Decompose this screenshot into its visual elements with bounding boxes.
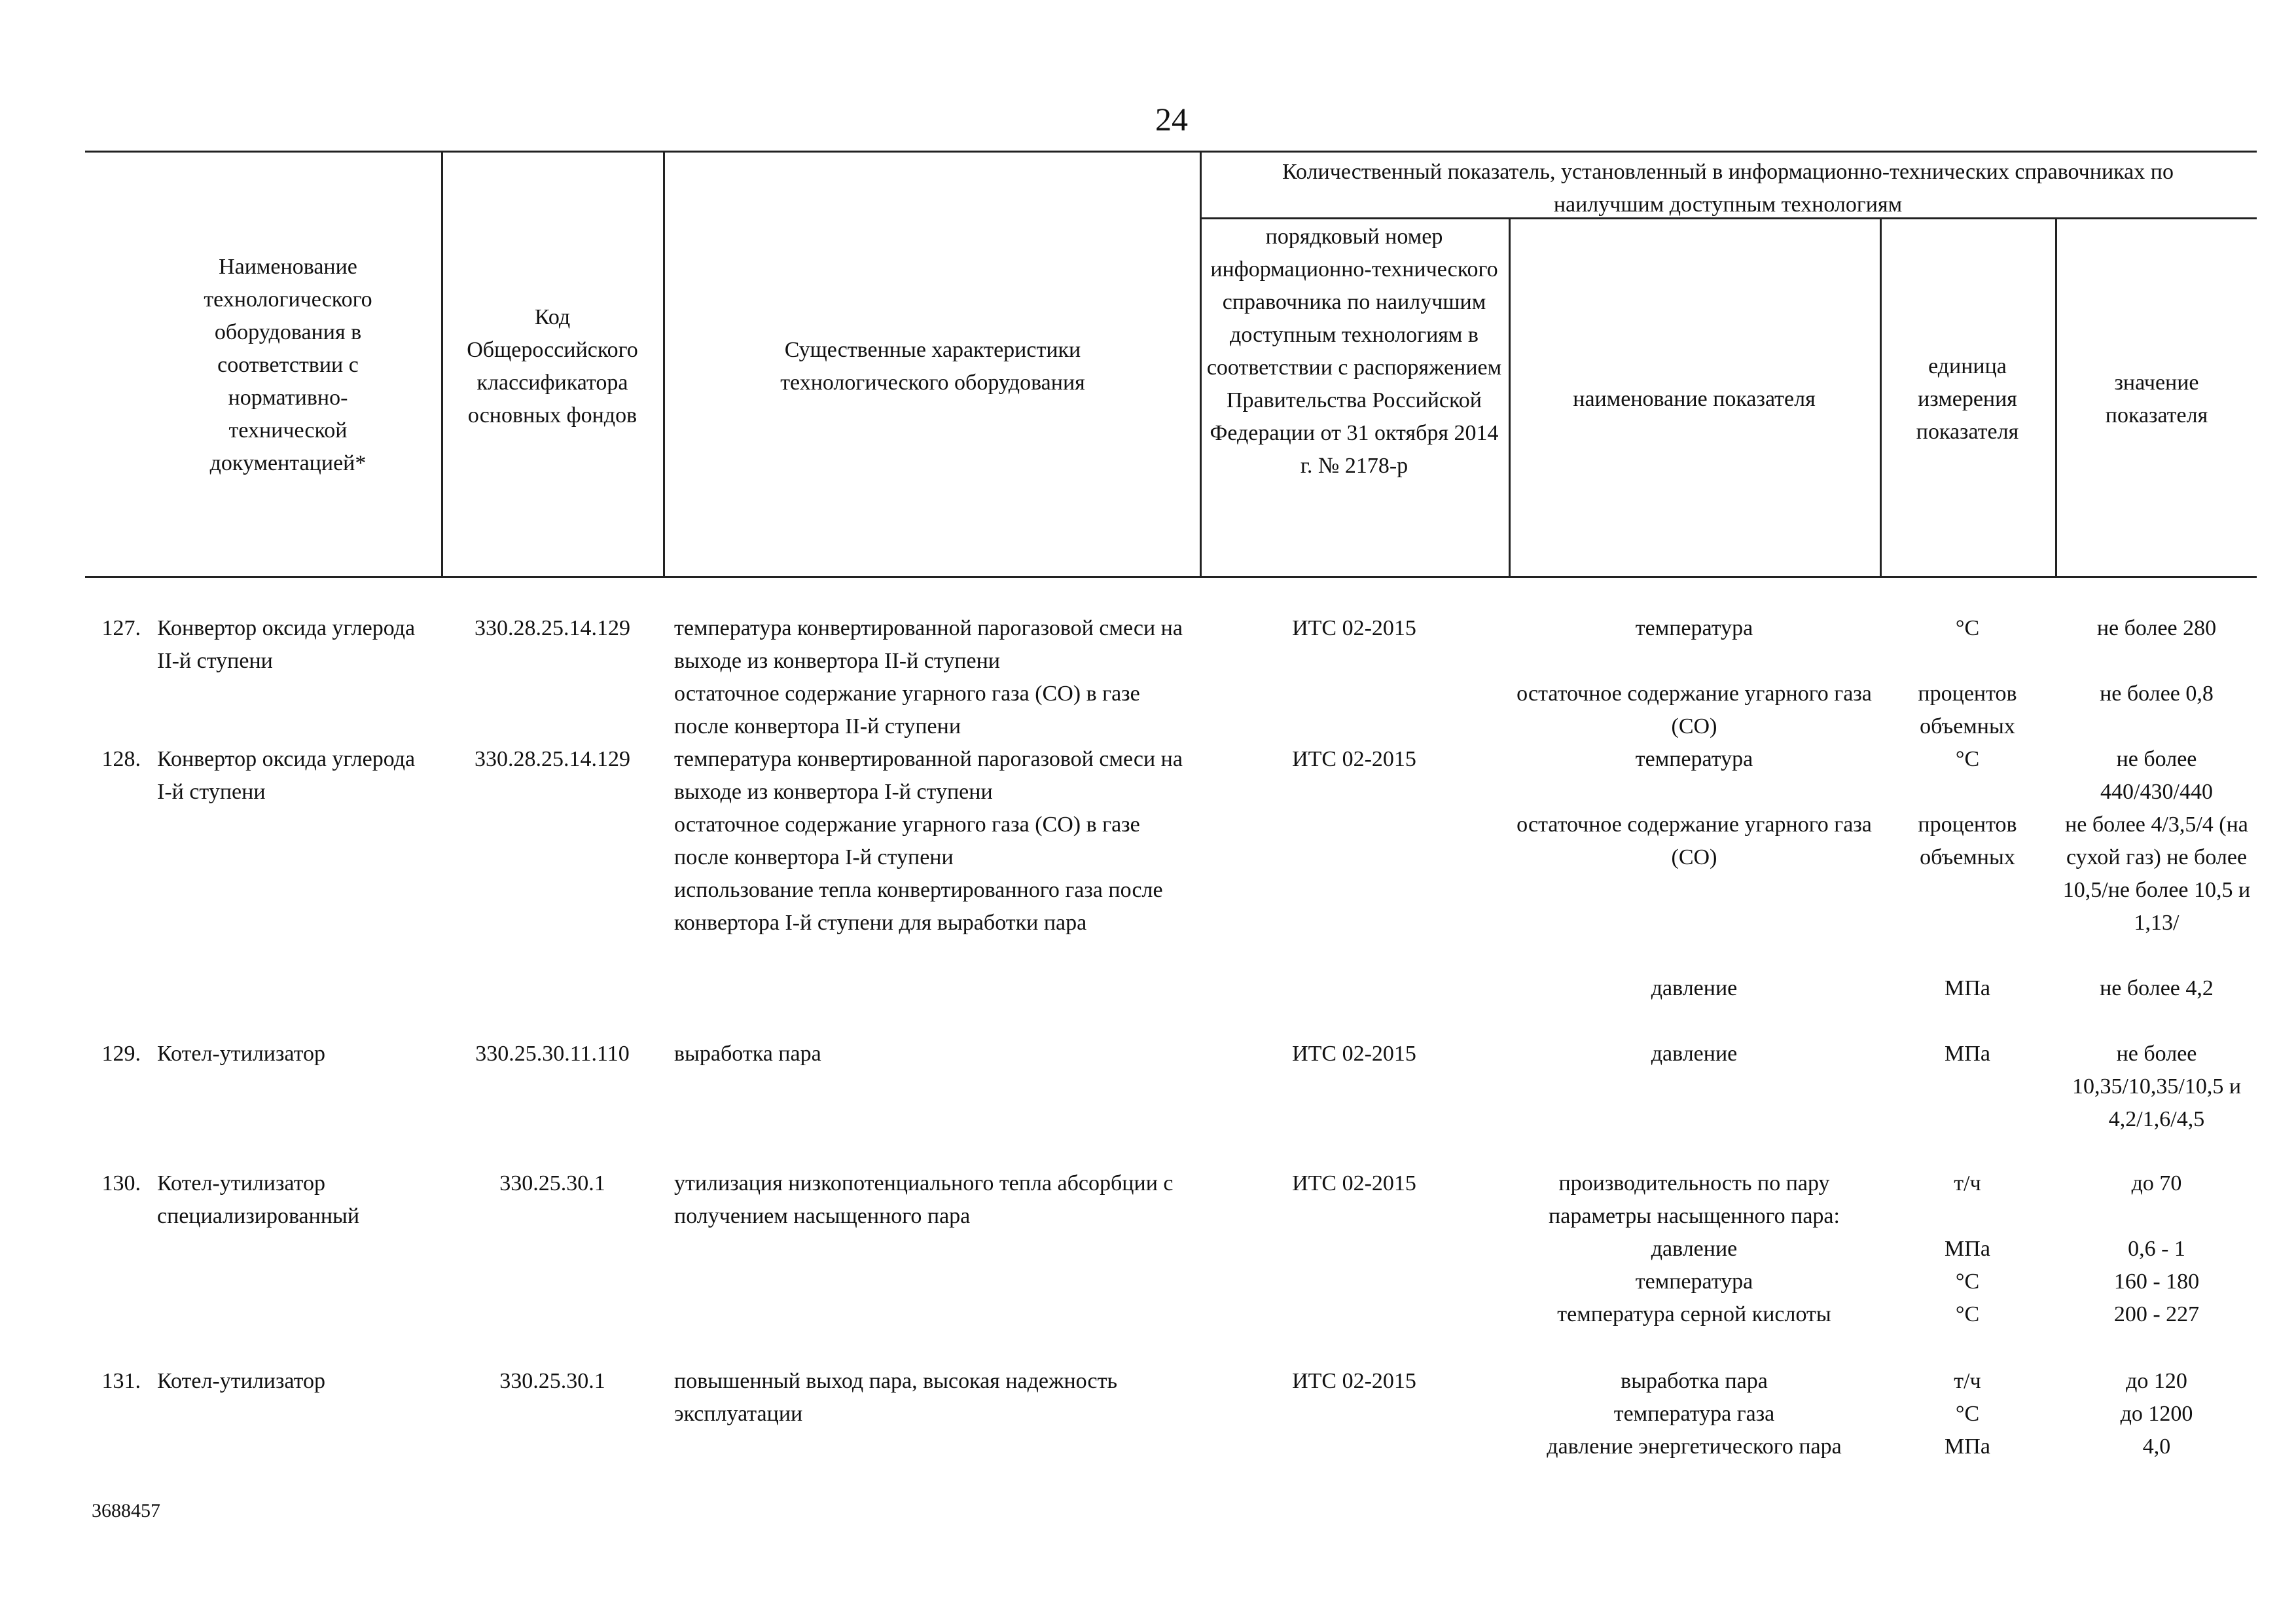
header-unit: единица измерения показателя xyxy=(1916,354,2019,444)
column-divider xyxy=(2055,217,2057,577)
indicator-unit: т/ч xyxy=(1954,1369,1981,1393)
indicator-value: не более 0,8 xyxy=(2100,682,2214,706)
column-divider xyxy=(441,151,443,577)
indicator-group-label: параметры насыщенного пара: xyxy=(1549,1204,1840,1228)
column-divider xyxy=(1509,217,1511,577)
page-number: 24 xyxy=(1155,101,1188,137)
indicator-name: остаточное содержание угарного газа (CO) xyxy=(1516,682,1872,739)
row-number: 127. xyxy=(101,616,141,640)
indicator-value: до 70 xyxy=(2131,1171,2182,1195)
indicator-name: температура xyxy=(1635,1269,1753,1294)
indicator-name: производительность по пару xyxy=(1558,1171,1830,1195)
indicator-name: давление xyxy=(1651,1237,1738,1261)
indicator-unit: °C xyxy=(1955,1269,1980,1294)
okof-code: 330.28.25.14.129 xyxy=(475,616,630,640)
indicator-value: до 1200 xyxy=(2120,1402,2193,1426)
indicator-name: температура xyxy=(1635,747,1753,771)
okof-code: 330.25.30.1 xyxy=(499,1171,605,1195)
characteristic-text: температура конвертированной парогазовой смеси на выходе из конвертора II-й ступени xyxy=(674,616,1183,673)
okof-code: 330.25.30.11.110 xyxy=(475,1042,630,1066)
indicator-name: давление энергетического пара xyxy=(1547,1434,1842,1459)
header-equipment-name: Наименование технологического оборудования в соответствии с нормативно-технической документацией* xyxy=(204,255,372,475)
indicator-value: не более 4/3,5/4 (на сухой газ) не более 10,5/не более 10,5 и 1,13/ xyxy=(2062,812,2251,935)
header-characteristics: Существенные характеристики технологического оборудования xyxy=(780,338,1085,395)
characteristic-text: температура конвертированной парогазовой смеси на выходе из конвертора I-й ступени xyxy=(674,747,1183,804)
header-quantitative-group: Количественный показатель, установленный в информационно-технических справочниках по наилучшим доступным технологиям xyxy=(1282,160,2174,217)
row-number: 129. xyxy=(101,1042,141,1066)
its-reference: ИТС 02-2015 xyxy=(1292,747,1416,771)
its-reference: ИТС 02-2015 xyxy=(1292,1171,1416,1195)
indicator-unit: МПа xyxy=(1945,1237,1990,1261)
indicator-unit: МПа xyxy=(1945,976,1990,1000)
indicator-value: 200 - 227 xyxy=(2113,1302,2200,1326)
characteristic-text: остаточное содержание угарного газа (CO) в газе после конвертора I-й ступени xyxy=(674,812,1140,869)
indicator-value: не более 10,35/10,35/10,5 и 4,2/1,6/4,5 xyxy=(2072,1042,2242,1131)
indicator-name: давление xyxy=(1651,976,1738,1000)
indicator-name: остаточное содержание угарного газа (CO) xyxy=(1516,812,1872,869)
equipment-name: Котел-утилизатор специализированный xyxy=(157,1171,360,1228)
equipment-name: Конвертор оксида углерода I-й ступени xyxy=(157,747,416,804)
indicator-unit: МПа xyxy=(1945,1042,1990,1066)
characteristic-text: выработка пара xyxy=(674,1042,821,1066)
document-code: 3688457 xyxy=(92,1500,160,1522)
okof-code: 330.28.25.14.129 xyxy=(475,747,630,771)
indicator-unit: °C xyxy=(1955,1402,1980,1426)
column-divider xyxy=(663,151,665,577)
header-its-number: порядковый номер информационно-технического справочника по наилучшим доступным технологиям в соответствии с распоряжением Правительства Российской Федерации от 31 октября 2014 г. № 2178-р xyxy=(1206,225,1502,478)
indicator-unit: °C xyxy=(1955,1302,1980,1326)
column-divider xyxy=(1880,217,1882,577)
indicator-value: не более 440/430/440 xyxy=(2100,747,2213,804)
its-reference: ИТС 02-2015 xyxy=(1292,1042,1416,1066)
its-reference: ИТС 02-2015 xyxy=(1292,616,1416,640)
equipment-name: Котел-утилизатор xyxy=(157,1042,326,1066)
indicator-unit: процентов объемных xyxy=(1918,682,2017,739)
characteristic-text: утилизация низкопотенциального тепла абсорбции с получением насыщенного пара xyxy=(674,1171,1174,1228)
indicator-name: выработка пара xyxy=(1621,1369,1768,1393)
equipment-name: Котел-утилизатор xyxy=(157,1369,326,1393)
indicator-name: температура xyxy=(1635,616,1753,640)
indicator-value: 4,0 xyxy=(2142,1434,2171,1459)
characteristic-text: повышенный выход пара, высокая надежность эксплуатации xyxy=(674,1369,1117,1426)
equipment-name: Конвертор оксида углерода II-й ступени xyxy=(157,616,416,673)
characteristic-text: остаточное содержание угарного газа (CO) в газе после конвертора II-й ступени xyxy=(674,682,1140,739)
indicator-unit: процентов объемных xyxy=(1918,812,2017,869)
column-divider xyxy=(1200,151,1202,577)
characteristic-text: использование тепла конвертированного газа после конвертора I-й ступени для выработки пара xyxy=(674,878,1163,935)
its-reference: ИТС 02-2015 xyxy=(1292,1369,1416,1393)
indicator-value: до 120 xyxy=(2126,1369,2187,1393)
indicator-name: давление xyxy=(1651,1042,1738,1066)
header-indicator-name: наименование показателя xyxy=(1573,387,1816,411)
indicator-value: не более 280 xyxy=(2096,616,2217,640)
table-top-border xyxy=(85,151,2257,153)
header-value: значение показателя xyxy=(2105,371,2208,428)
row-number: 128. xyxy=(101,747,141,771)
row-number: 131. xyxy=(101,1369,141,1393)
okof-code: 330.25.30.1 xyxy=(499,1369,605,1393)
indicator-unit: °C xyxy=(1955,747,1980,771)
header-okof-code: Код Общероссийского классификатора основных фондов xyxy=(467,305,638,428)
row-number: 130. xyxy=(101,1171,141,1195)
indicator-value: 0,6 - 1 xyxy=(2128,1237,2185,1261)
indicator-value: 160 - 180 xyxy=(2113,1269,2200,1294)
table-header-bottom-border xyxy=(85,576,2257,578)
indicator-value: не более 4,2 xyxy=(2100,976,2214,1000)
indicator-unit: МПа xyxy=(1945,1434,1990,1459)
indicator-unit: °C xyxy=(1955,616,1980,640)
indicator-unit: т/ч xyxy=(1954,1171,1981,1195)
indicator-name: температура газа xyxy=(1613,1402,1775,1426)
indicator-name: температура серной кислоты xyxy=(1557,1302,1831,1326)
